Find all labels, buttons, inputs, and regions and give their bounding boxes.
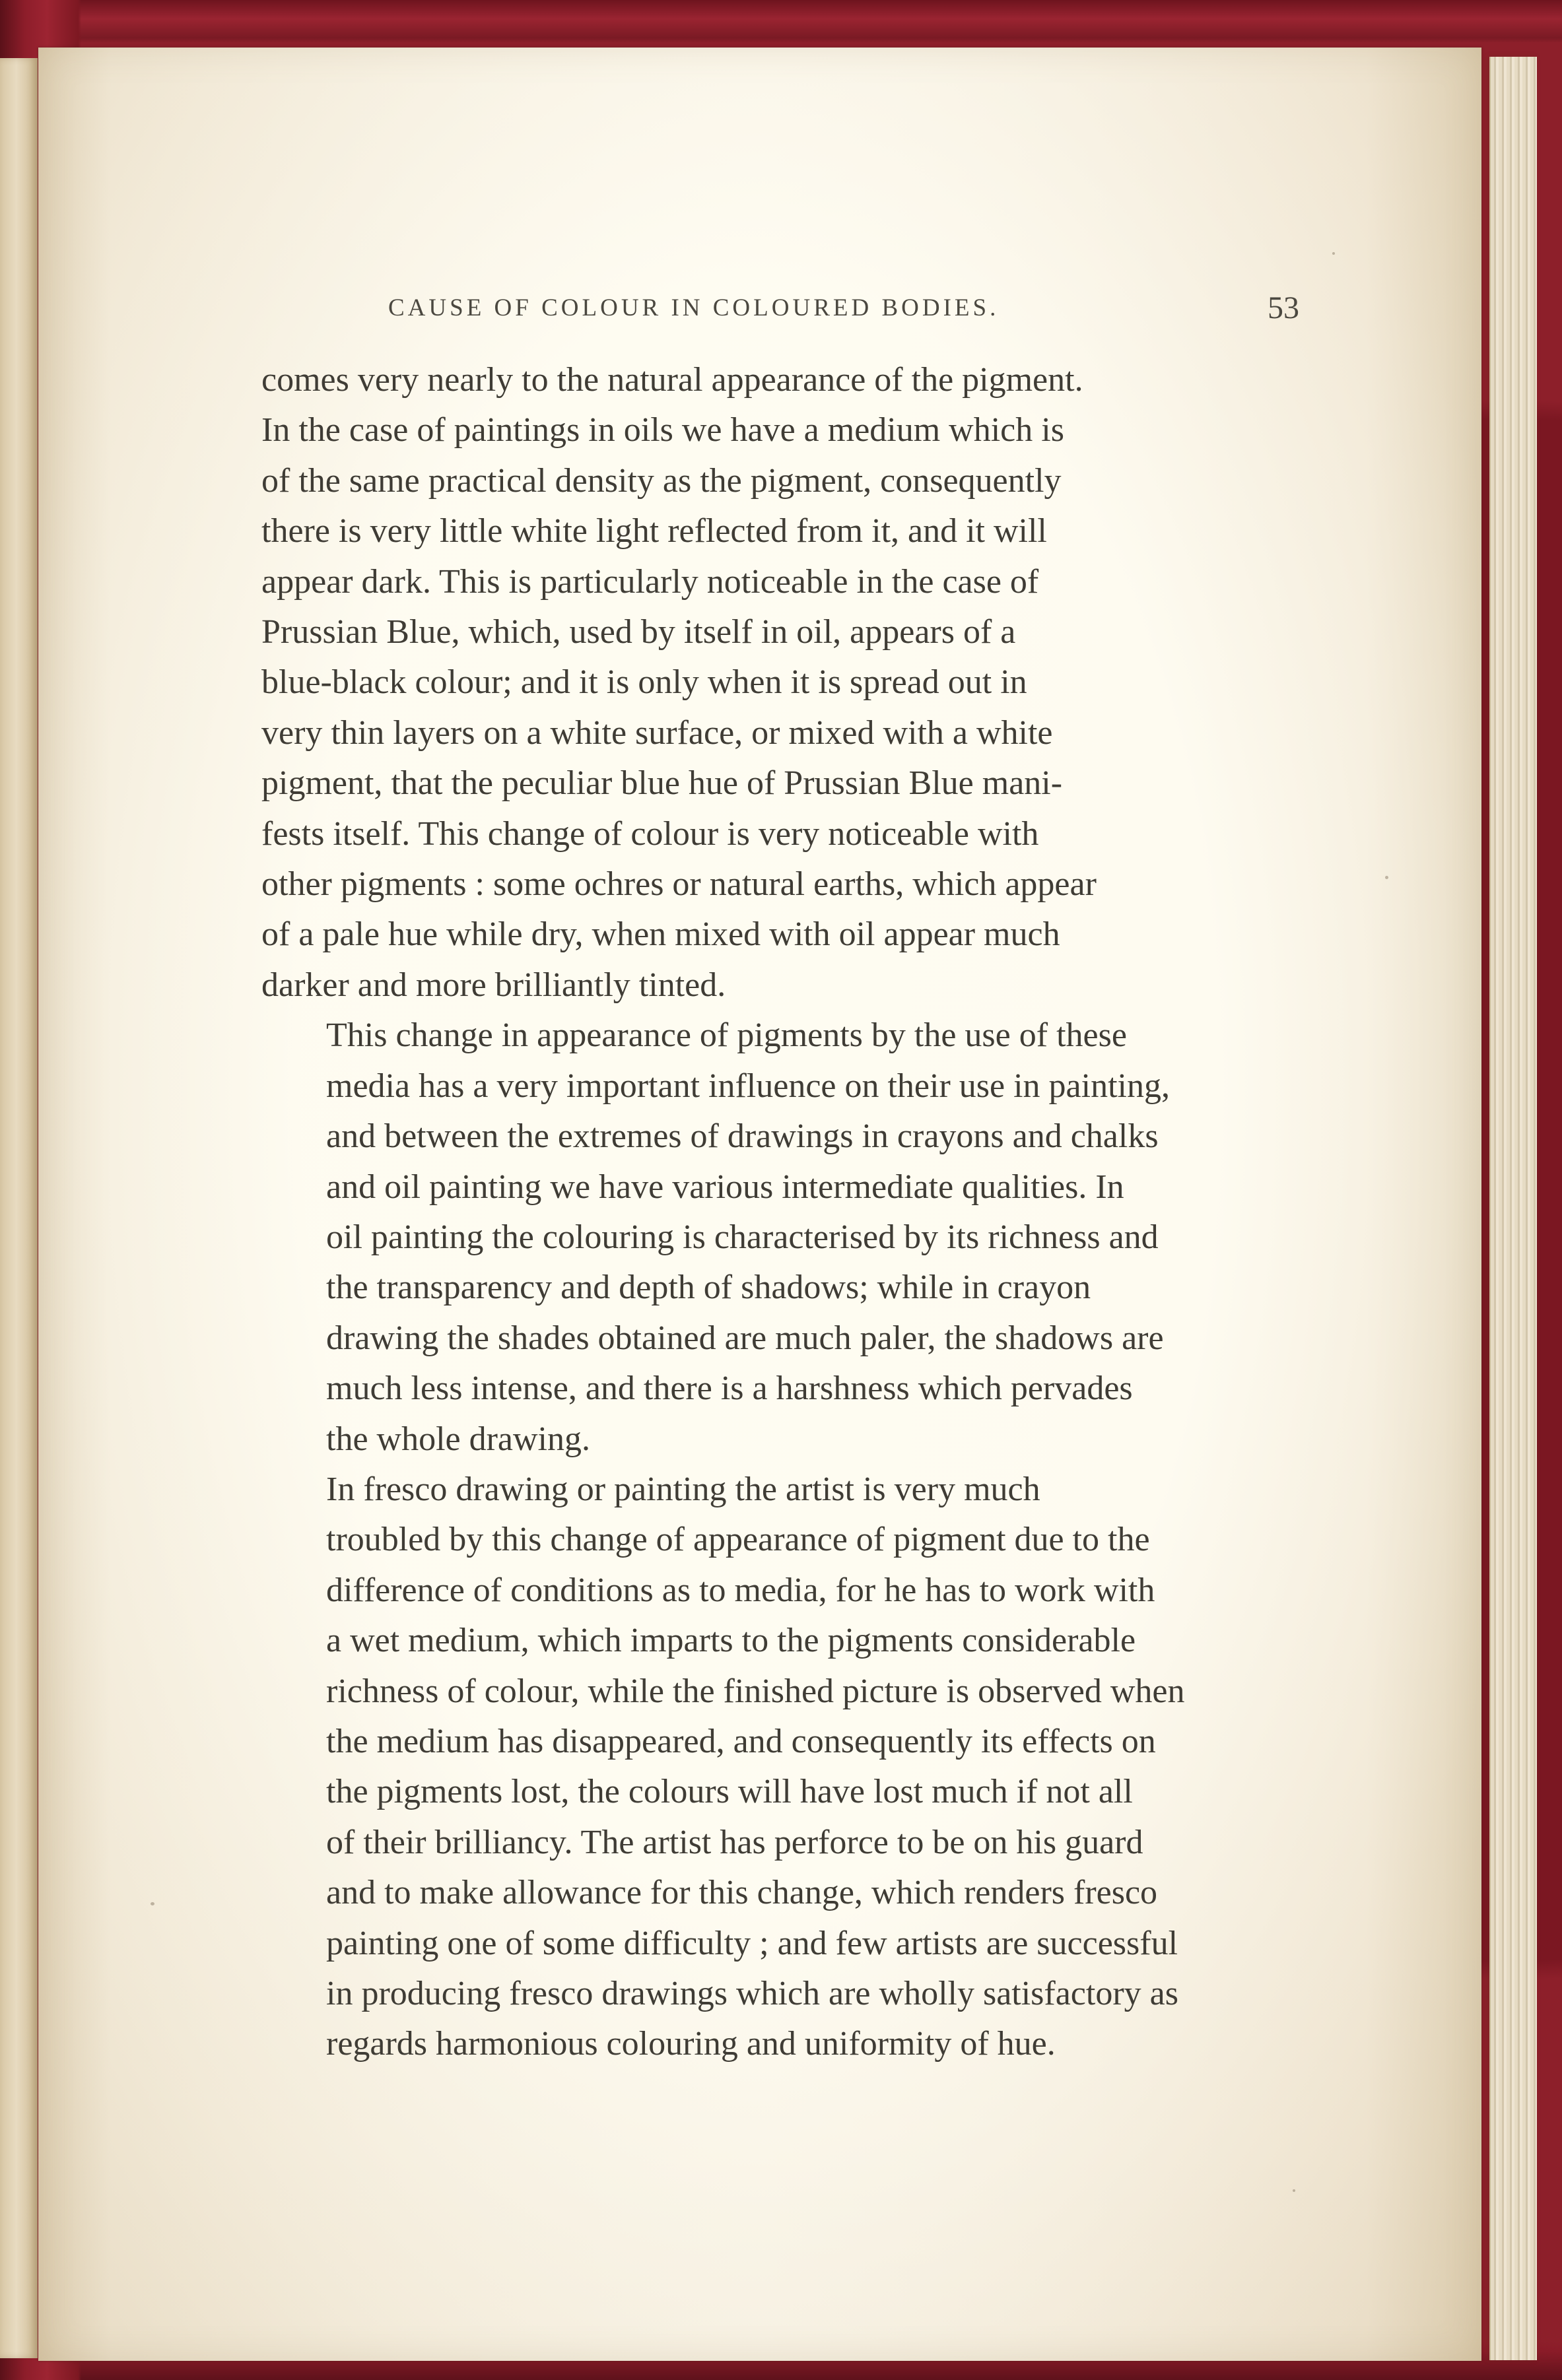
text-line: the medium has disappeared, and consequently its effects on (326, 1722, 1156, 1760)
running-header (388, 285, 1299, 331)
text-line: comes very nearly to the natural appearance of the pigment. (261, 361, 1083, 399)
paper-speck (1385, 876, 1388, 879)
text-line: the transparency and depth of shadows; while in crayon (326, 1269, 1091, 1307)
text-line: pigment, that the peculiar blue hue of Prussian Blue mani- (261, 764, 1063, 803)
paragraph-1 (261, 355, 1312, 1010)
text-line: regards harmonious colouring and uniformity of hue. (326, 2025, 1056, 2063)
text-line: very thin layers on a white surface, or mixed with a white (261, 713, 1053, 752)
paper-speck (1293, 2189, 1295, 2192)
text-line: a wet medium, which imparts to the pigments considerable (326, 1622, 1136, 1660)
text-line: This change in appearance of pigments by the use of these (326, 1016, 1127, 1055)
text-line: of their brilliancy. The artist has perforce to be on his guard (326, 1823, 1143, 1861)
text-line: appear dark. This is particularly noticeable in the case of (261, 562, 1039, 601)
text-line: and between the extremes of drawings in crayons and chalks (326, 1117, 1159, 1156)
text-line: blue-black colour; and it is only when it is spread out in (261, 663, 1027, 702)
paragraph-2 (261, 1010, 1312, 1465)
page-number: 53 (1268, 290, 1299, 325)
running-title: CAUSE OF COLOUR IN COLOURED BODIES. (388, 294, 1000, 321)
text-line: of a pale hue while dry, when mixed with oil appear much (261, 915, 1060, 954)
left-page-edge (0, 58, 38, 2358)
text-line: in producing fresco drawings which are wholly satisfactory as (326, 1975, 1178, 2012)
paper-speck (151, 1902, 154, 1905)
text-line: darker and more brilliantly tinted. (261, 966, 726, 1004)
page-body-text (261, 355, 1312, 2070)
right-page-stack (1489, 57, 1537, 2360)
text-line: much less intense, and there is a harshness which pervades (326, 1370, 1133, 1408)
text-line: drawing the shades obtained are much paler, the shadows are (326, 1319, 1164, 1357)
text-line: In fresco drawing or painting the artist is very much (326, 1470, 1040, 1508)
text-line: of the same practical density as the pigment, consequently (261, 461, 1062, 500)
text-line: the pigments lost, the colours will have lost much if not all (326, 1773, 1133, 1811)
text-line: media has a very important influence on their use in painting, (326, 1067, 1170, 1105)
text-line: fests itself. This change of colour is very noticeable with (261, 814, 1039, 853)
text-line: Prussian Blue, which, used by itself in oil, appears of a (261, 613, 1016, 651)
text-line: In the case of paintings in oils we have a medium which is (261, 411, 1064, 449)
text-line: troubled by this change of appearance of pigment due to the (326, 1521, 1150, 1559)
text-line: and to make allowance for this change, which renders fresco (326, 1874, 1158, 1912)
text-line: other pigments : some ochres or natural earths, which appear (261, 865, 1097, 904)
text-line: and oil painting we have various intermediate qualities. In (326, 1168, 1124, 1206)
paragraph-3 (261, 1465, 1312, 2070)
text-line: there is very little white light reflected from it, and it will (261, 512, 1047, 550)
text-line: the whole drawing. (326, 1420, 591, 1458)
text-line: painting one of some difficulty ; and few artists are successful (326, 1924, 1178, 1962)
text-line: difference of conditions as to media, for he has to work with (326, 1571, 1155, 1609)
paper-speck (1332, 252, 1335, 255)
text-line: oil painting the colouring is characterised by its richness and (326, 1218, 1159, 1256)
text-line: richness of colour, while the finished picture is observed when (326, 1672, 1185, 1710)
book-page (38, 48, 1481, 2361)
